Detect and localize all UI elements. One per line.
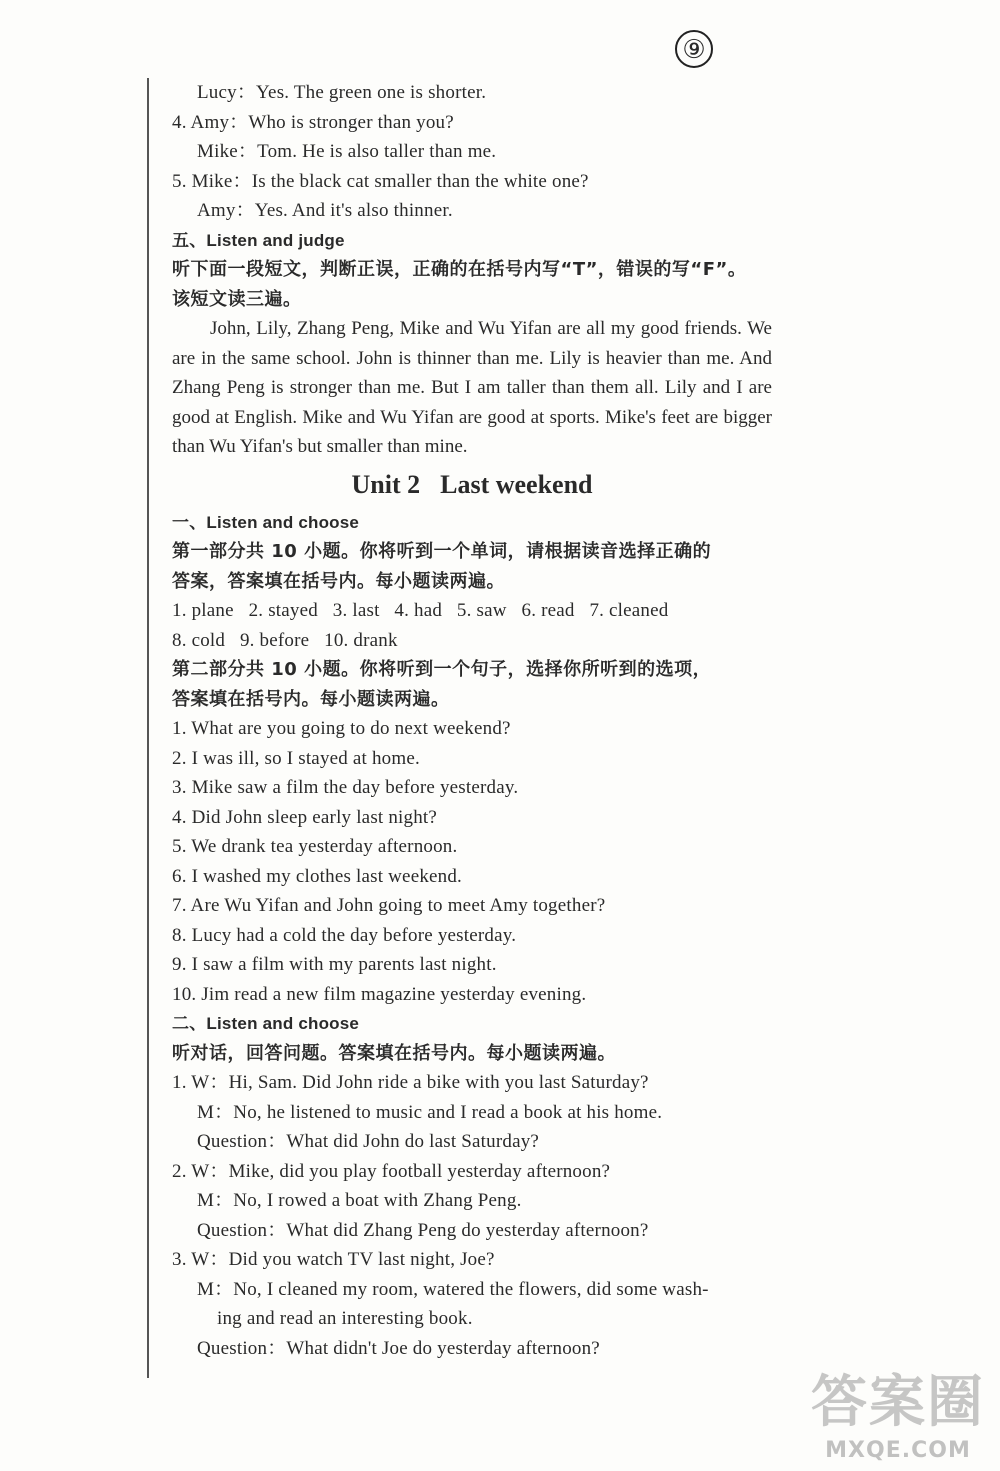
dialogue-list (172, 1068, 772, 1363)
instruction-line: 该短文读三遍。 (172, 288, 302, 310)
unit-name: Last weekend (440, 469, 593, 499)
instruction-line: 听下面一段短文，判断正误，正确的在括号内写“T”，错误的写“F”。 (172, 259, 747, 280)
instruction-line: 第二部分共 10 小题。你将听到一个句子，选择你所听到的选项， (172, 659, 712, 680)
sentence-item: 7. Are Wu Yifan and John going to meet Amy together? (172, 895, 606, 916)
sentence-item: 4. Did John sleep early last night? (172, 806, 438, 828)
dialogue-line: Question：What did John do last Saturday? (197, 1131, 540, 1152)
dialogue-line: Question：What didn't Joe do yesterday afternoon? (197, 1337, 600, 1359)
dialogue-line: Question：What did Zhang Peng do yesterday afternoon? (197, 1219, 649, 1241)
dialogue-line: ing and read an interesting book. (217, 1308, 473, 1329)
watermark-text: 答案圈 (811, 1370, 985, 1435)
dialogue-line: 2. W：Mike, did you play football yesterday afternoon? (172, 1160, 611, 1182)
sentence-item: 3. Mike saw a film the day before yesterday. (172, 777, 519, 798)
sentence-item: 6. I washed my clothes last weekend. (172, 865, 463, 887)
section-heading-listen-and-choose-2: 二、Listen and choose (172, 1014, 360, 1033)
watermark-logo (811, 1358, 985, 1463)
sentence-item: 5. We drank tea yesterday afternoon. (172, 836, 458, 857)
margin-rule (147, 78, 149, 1378)
instruction-line: 第一部分共 10 小题。你将听到一个单词，请根据读音选择正确的 (172, 541, 712, 562)
dialogue-line: Lucy：Yes. The green one is shorter. (197, 82, 487, 103)
sentence-item: 10. Jim read a new film magazine yesterday evening. (172, 983, 587, 1005)
dialogue-line: 3. W：Did you watch TV last night, Joe? (172, 1249, 495, 1270)
sentence-item: 2. I was ill, so I stayed at home. (172, 747, 420, 769)
dialogue-line: M：No, I cleaned my room, watered the flowers, did some wash- (197, 1278, 709, 1300)
word-list: 8. cold 9. before 10. drank (172, 629, 398, 651)
dialogue-line: 5. Mike：Is the black cat smaller than the white one? (172, 170, 589, 192)
unit-number: Unit 2 (351, 469, 421, 499)
instruction-line: 听对话，回答问题。答案填在括号内。每小题读两遍。 (172, 1042, 616, 1064)
page-number: ⑨ (675, 30, 713, 68)
instruction-line: 答案填在括号内。每小题读两遍。 (172, 688, 450, 710)
page-content (172, 78, 772, 1363)
dialogue-line: M：No, he listened to music and I read a book at his home. (197, 1101, 663, 1123)
section-heading-listen-and-judge: 五、Listen and judge (172, 230, 345, 250)
instruction-line: 答案，答案填在括号内。每小题读两遍。 (172, 570, 505, 592)
dialogue-line: 1. W：Hi, Sam. Did John ride a bike with you last Saturday? (172, 1072, 649, 1093)
word-list: 1. plane 2. stayed 3. last 4. had 5. saw 6. read 7. cleaned (172, 600, 669, 621)
sentence-item: 1. What are you going to do next weekend? (172, 718, 511, 739)
sentence-list (172, 714, 772, 1009)
dialogue-line: Mike：Tom. He is also taller than me. (197, 141, 497, 162)
listening-passage: John, Lily, Zhang Peng, Mike and Wu Yifan are all my good friends. We are in the same school. John is thinner than me. Lily is heavier than me. And Zhang Peng is stronger than me. But I am taller than them all. Lily and I are good at English. Mike and Wu Yifan are good at sports. Mike's feet are bigger than Wu Yifan's but smaller than mine. (172, 318, 772, 457)
sentence-item: 9. I saw a film with my parents last night. (172, 954, 497, 975)
dialogue-line: M：No, I rowed a boat with Zhang Peng. (197, 1190, 522, 1211)
dialogue-line: Amy：Yes. And it's also thinner. (197, 200, 453, 221)
section-heading-listen-and-choose-1: 一、Listen and choose (172, 512, 360, 532)
unit-title (172, 462, 772, 508)
dialogue-continuation (172, 78, 772, 226)
watermark-url: MXQE.COM (825, 1438, 971, 1463)
dialogue-line: 4. Amy：Who is stronger than you? (172, 111, 454, 133)
sentence-item: 8. Lucy had a cold the day before yesterday. (172, 924, 517, 946)
